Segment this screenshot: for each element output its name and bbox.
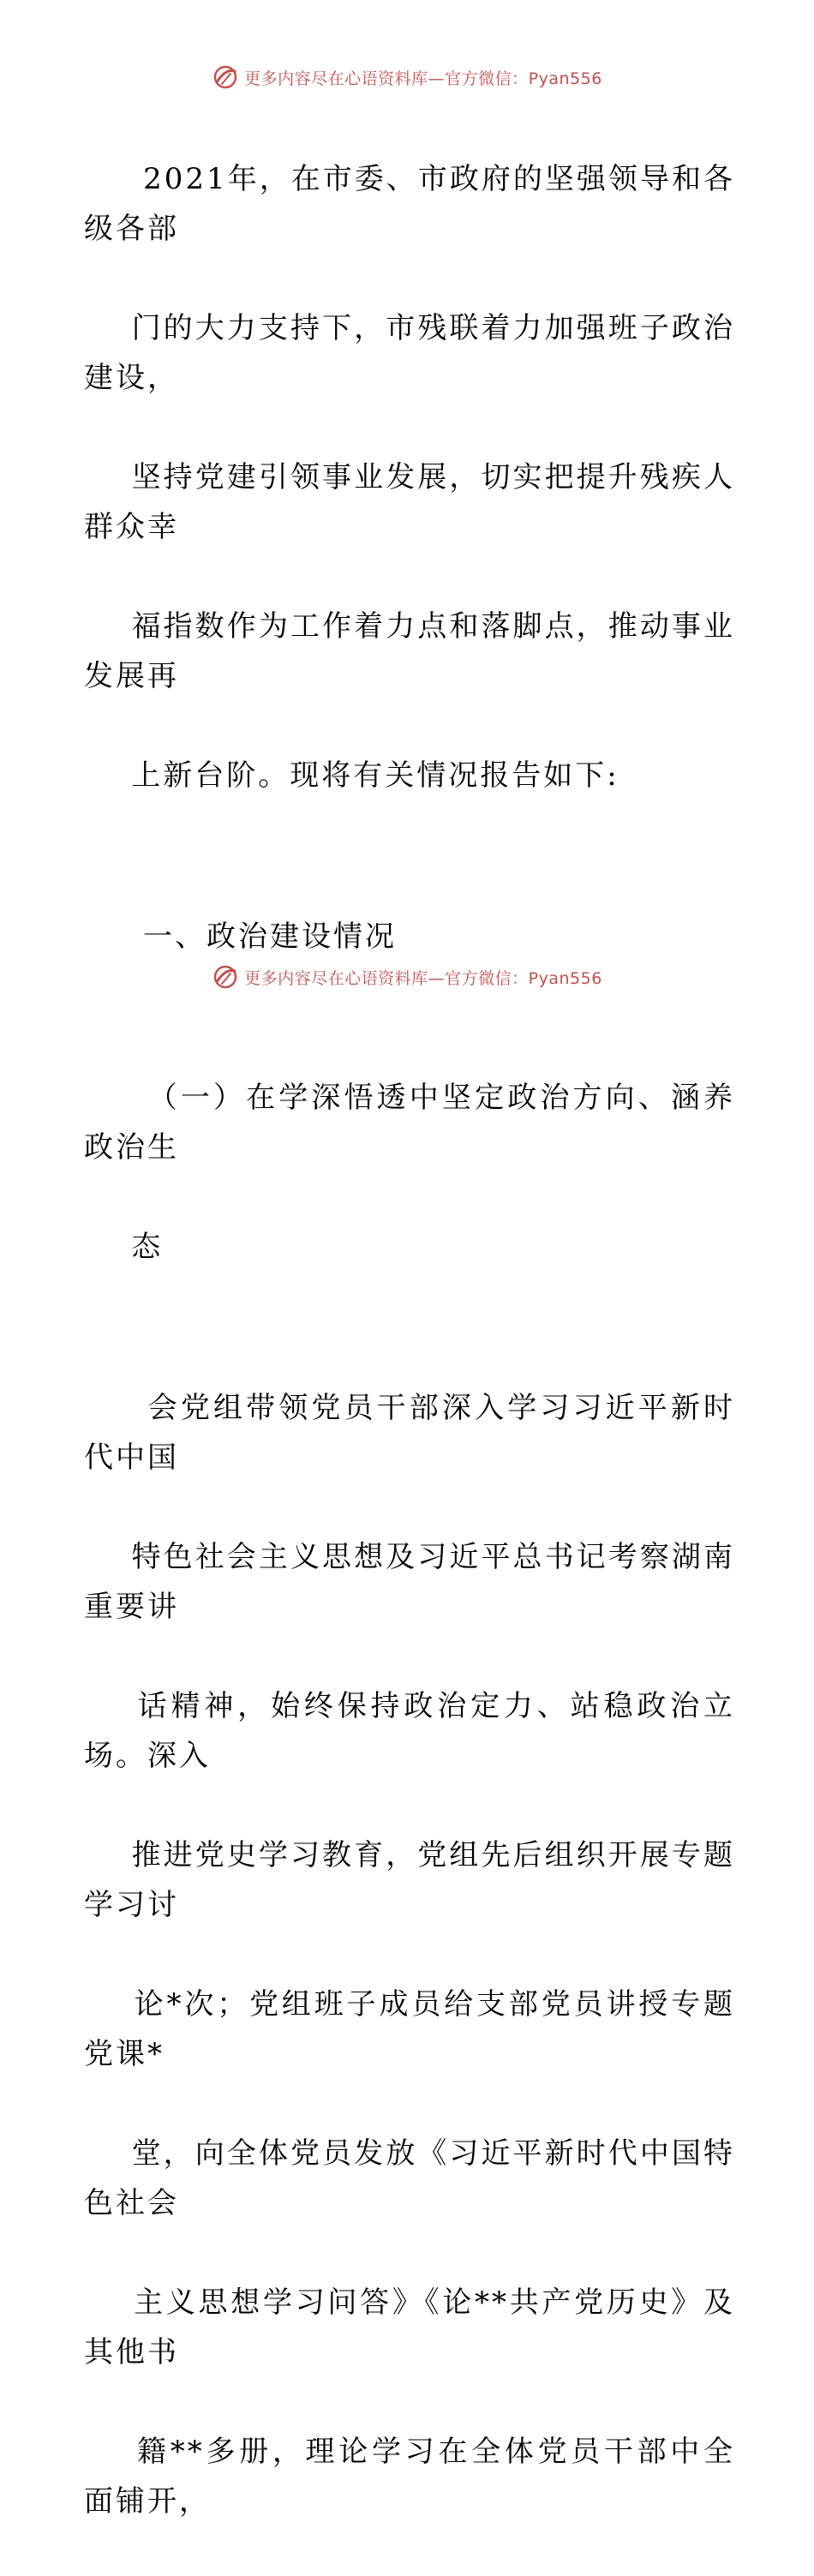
heading-text: 一、政治建设情况: [131, 920, 398, 954]
paragraph-line: 坚持党建引领事业发展，切实把提升残疾人群众幸: [84, 460, 736, 544]
document-body: [84, 105, 735, 2576]
paragraph-line: 推进党史学习教育，党组先后组织开展专题学习讨: [84, 1838, 736, 1922]
paragraph-intro: [84, 105, 735, 850]
paragraph-line: 门的大力支持下，市残联着力加强班子政治建设，: [84, 311, 736, 395]
paragraph-line: 2021年，在市委、市政府的坚强领导和各级各部: [84, 162, 735, 246]
watermark-footer: [0, 962, 814, 992]
paragraph-line: 特色社会主义思想及习近平总书记考察湖南重要讲: [84, 1540, 736, 1624]
watermark-text: 更多内容尽在心语资料库—官方微信：Pyan556: [244, 968, 602, 988]
brush-logo-icon: [212, 63, 239, 91]
paragraph-line: 上新台阶。现将有关情况报告如下:: [131, 758, 619, 793]
watermark-header: [0, 62, 814, 93]
paragraph-line: 籍**多册，理论学习在全体党员干部中全面铺开，: [84, 2435, 735, 2519]
paragraph-line: 会党组带领党员干部深入学习习近平新时代中国: [84, 1391, 736, 1475]
heading-line: （一）在学深悟透中坚定政治方向、涵养政治生: [84, 1081, 736, 1165]
heading-line: 态: [131, 1230, 164, 1264]
paragraph-line: 福指数作为工作着力点和落脚点，推动事业发展再: [84, 609, 736, 693]
paragraph-body: [84, 1333, 735, 2576]
paragraph-line: 论*次；党组班子成员给支部党员讲授专题党课*: [84, 1987, 736, 2071]
watermark-text: 更多内容尽在心语资料库—官方微信：Pyan556: [244, 69, 602, 88]
paragraph-line: 主义思想学习问答》《论**共产党历史》及其他书: [84, 2285, 736, 2369]
subsection-heading: [84, 1023, 735, 1321]
brush-logo-icon: [212, 963, 239, 991]
paragraph-line: 话精神，始终保持政治定力、站稳政治立场。深入: [84, 1689, 736, 1773]
paragraph-line: 堂，向全体党员发放《习近平新时代中国特色社会: [84, 2136, 736, 2220]
